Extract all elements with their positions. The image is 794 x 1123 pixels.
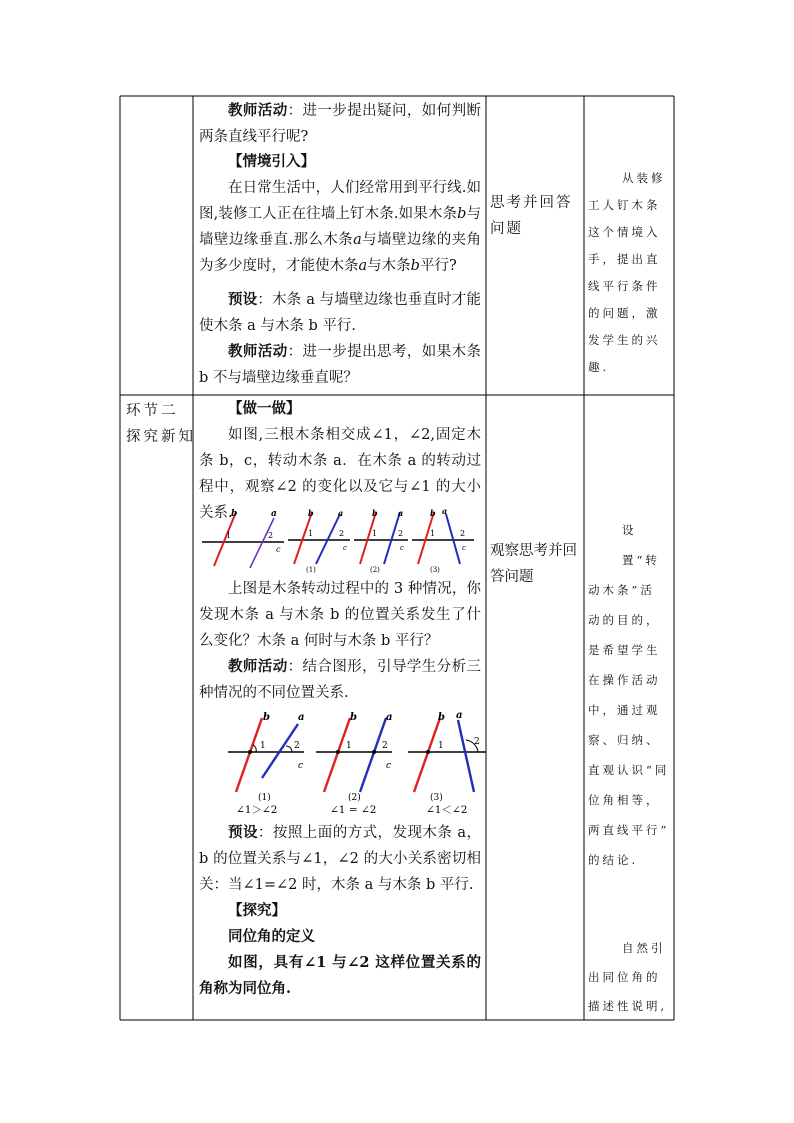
svg-text:c: c	[400, 544, 404, 552]
explore-heading: 【探究】	[228, 902, 286, 919]
design-intent-3: 自然引 出同位角的 描述性说明,	[588, 941, 668, 1013]
svg-text:(1): (1)	[306, 566, 316, 574]
try-paragraph: 如图,三根木条相交成∠1，∠2,固定木条 b，c，转动木条 a．在木条 a 的转动过程中，观察∠2 的变化以及它与∠1 的大小关系.	[199, 427, 481, 521]
svg-text:2: 2	[474, 737, 480, 747]
svg-text:∠1＜∠2: ∠1＜∠2	[426, 804, 468, 816]
svg-text:(1): (1)	[258, 793, 271, 803]
design-intent-2: 设置“转 动木条”活 动的目的， 是希望学生 在操作活动 中，通过观 察、归纳、 直观认识“同 位角相等， 两直线平行” 的结论.	[588, 523, 670, 867]
svg-text:b: b	[308, 508, 314, 518]
definition-paragraph: 如图，具有∠1 与∠2 这样位置关系的角称为同位角.	[199, 954, 481, 997]
svg-text:1: 1	[438, 741, 444, 751]
svg-text:1: 1	[372, 529, 378, 538]
svg-text:(2): (2)	[370, 566, 380, 574]
stage-label: 环节二 探究新知	[126, 403, 196, 445]
fig1-panel-3	[412, 506, 474, 574]
teacher-think-paragraph: 教师活动：进一步提出思考，如果木条 b 不与墙壁边缘垂直呢？	[199, 343, 481, 386]
svg-text:b: b	[231, 509, 238, 519]
svg-text:b: b	[430, 508, 436, 518]
svg-text:b: b	[438, 712, 445, 723]
svg-text:1: 1	[430, 529, 436, 538]
svg-text:2: 2	[294, 741, 300, 751]
svg-text:a: a	[398, 508, 404, 518]
figure-rotating-sticks-2	[226, 706, 488, 818]
corresponding-angle-title: 同位角的定义	[228, 928, 315, 945]
svg-text:b: b	[372, 508, 378, 518]
teacher-guide-paragraph: 教师活动：结合图形，引导学生分析三种情况的不同位置关系.	[199, 658, 481, 701]
svg-text:1: 1	[260, 741, 266, 751]
svg-text:∠1 = ∠2: ∠1 = ∠2	[330, 804, 377, 816]
svg-text:2: 2	[382, 741, 388, 751]
try-heading: 【做一做】	[228, 400, 301, 417]
svg-text:c: c	[343, 544, 347, 552]
svg-text:b: b	[263, 712, 270, 723]
svg-text:a: a	[442, 506, 448, 516]
svg-text:2: 2	[398, 529, 404, 538]
observation-paragraph: 上图是木条转动过程中的 3 种情况，你发现木条 a 与木条 b 的位置关系发生了什么变化？木条 a 何时与木条 b 平行？	[199, 581, 481, 649]
svg-text:2: 2	[460, 529, 466, 538]
svg-text:c: c	[462, 544, 466, 552]
teacher-question-paragraph: 教师活动：进一步提出疑问，如何判断两条直线平行呢?	[199, 102, 481, 145]
fig1-panel-0	[202, 509, 284, 568]
preset-paragraph-1: 预设：木条 a 与墙壁边缘也垂直时才能使木条 a 与木条 b 平行.	[199, 291, 481, 334]
svg-text:∠1＞∠2: ∠1＞∠2	[236, 804, 278, 816]
fig2-panel-3	[408, 710, 486, 816]
svg-text:1: 1	[308, 529, 314, 538]
svg-text:b: b	[350, 712, 357, 723]
student-activity-1: 思考并回答问题	[490, 195, 573, 237]
svg-text:(3): (3)	[430, 793, 443, 803]
svg-text:a: a	[271, 509, 277, 519]
svg-text:2: 2	[268, 531, 274, 540]
svg-text:c: c	[386, 761, 392, 771]
fig2-panel-1	[228, 712, 304, 816]
svg-text:a: a	[386, 712, 393, 723]
svg-text:c: c	[276, 545, 281, 554]
svg-text:a: a	[456, 710, 463, 721]
situation-paragraph: 在日常生活中，人们经常用到平行线.如图,装修工人正在往墙上钉木条.如果木条b与墙壁边缘垂直.那么木条a与墙壁边缘的夹角为多少度时，才能使木条a与木条b平行?	[199, 180, 482, 274]
fig1-panel-2	[354, 508, 408, 574]
figure-rotating-sticks-1	[198, 506, 482, 574]
svg-text:a: a	[338, 508, 344, 518]
svg-text:c: c	[298, 761, 304, 771]
design-intent-1: 从装修 工人钉木条 这个情境入 手，提出直 线平行条件 的问题，激 发学生的兴 趣.	[588, 171, 666, 374]
student-activity-2: 观察思考并回答问题	[490, 543, 577, 585]
svg-text:a: a	[298, 712, 305, 723]
fig2-panel-2	[316, 712, 392, 816]
svg-text:(2): (2)	[348, 793, 361, 803]
situation-heading: 【情境引入】	[228, 153, 315, 170]
preset-paragraph-2: 预设：按照上面的方式，发现木条 a，b 的位置关系与∠1，∠2 的大小关系密切相关：当∠1=∠2 时，木条 a 与木条 b 平行.	[199, 824, 481, 893]
svg-text:1: 1	[346, 741, 352, 751]
fig1-panel-1	[288, 508, 350, 574]
svg-text:1: 1	[226, 531, 232, 540]
svg-text:(3): (3)	[430, 566, 440, 574]
svg-text:2: 2	[339, 529, 345, 538]
